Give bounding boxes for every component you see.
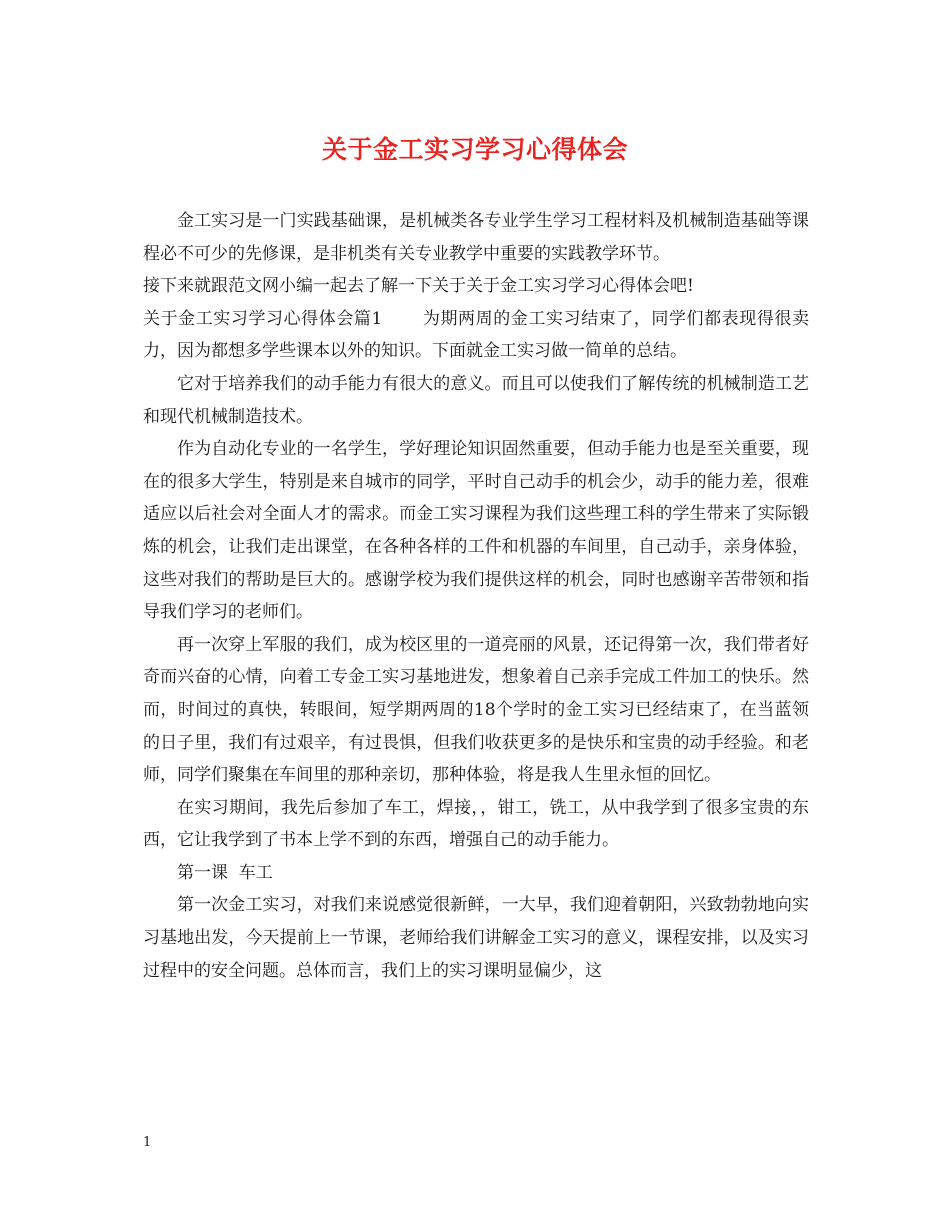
paragraph-workshops: 在实习期间，我先后参加了车工，焊接，，钳工，铣工，从中我学到了很多宝贵的东西，它让我学到了书本上学不到的东西，增强自己的动手能力。 — [143, 797, 809, 851]
paragraph-uniform-memory: 再一次穿上军服的我们，成为校区里的一道亮丽的风景，还记得第一次，我们带者好奇而兴奋的心情，向着工专金工实习基地进发，想象着自己亲手完成工件加工的快乐。然而，时间过的真快，转眼间，短学期两周的18个学时的金工实习已经结束了，在当蓝领的日子里，我们有过艰辛，有过畏惧，但我们收获更多的是快乐和宝贵的动手经验。和老师，同学们聚集在车间里的那种亲切，那种体验，将是我人生里永恒的回忆。 — [143, 634, 809, 786]
lesson-heading: 第一课 车工 — [177, 862, 273, 883]
paragraph-intro-continued: 接下来就跟范文网小编一起去了解一下关于关于金工实习学习心得体会吧! — [143, 276, 694, 297]
article-intro: 为期两周的金工实习结束了，同学们都表现得很卖力，因为都想多学些课本以外的知识。下面就金工实习做一简单的总结。 — [143, 308, 809, 362]
paragraph-significance: 它对于培养我们的动手能力有很大的意义。而且可以使我们了解传统的机械制造工艺和现代机械制造技术。 — [143, 373, 809, 427]
document-title: 关于金工实习学习心得体会 — [321, 135, 628, 164]
paragraph-intro: 金工实习是一门实践基础课，是机械类各专业学生学习工程材料及机械制造基础等课程必不可少的先修课，是非机类有关专业教学中重要的实践教学环节。 — [143, 211, 809, 264]
paragraph-first-lesson: 第一次金工实习，对我们来说感觉很新鲜，一大早，我们迎着朝阳，兴致勃勃地向实习基地出发，今天提前上一节课，老师给我们讲解金工实习的意义，课程安排，以及实习过程中的安全问题。总体而言，我们上的实习课明显偏少，这 — [143, 895, 809, 981]
document-body — [143, 205, 809, 987]
article-label: 关于金工实习学习心得体会篇1 — [143, 308, 383, 329]
page-number: 1 — [143, 1135, 152, 1150]
paragraph-automation-student: 作为自动化专业的一名学生，学好理论知识固然重要，但动手能力也是至关重要，现在的很多大学生，特别是来自城市的同学，平时自己动手的机会少，动手的能力差，很难适应以后社会对全面人才的需求。而金工实习课程为我们这些理工科的学生带来了实际锻炼的机会，让我们走出课堂，在各种各样的工件和机器的车间里，自己动手，亲身体验，这些对我们的帮助是巨大的。感谢学校为我们提供这样的机会，同时也感谢辛苦带领和指导我们学习的老师们。 — [143, 439, 809, 623]
paragraph-article-start — [143, 303, 809, 368]
